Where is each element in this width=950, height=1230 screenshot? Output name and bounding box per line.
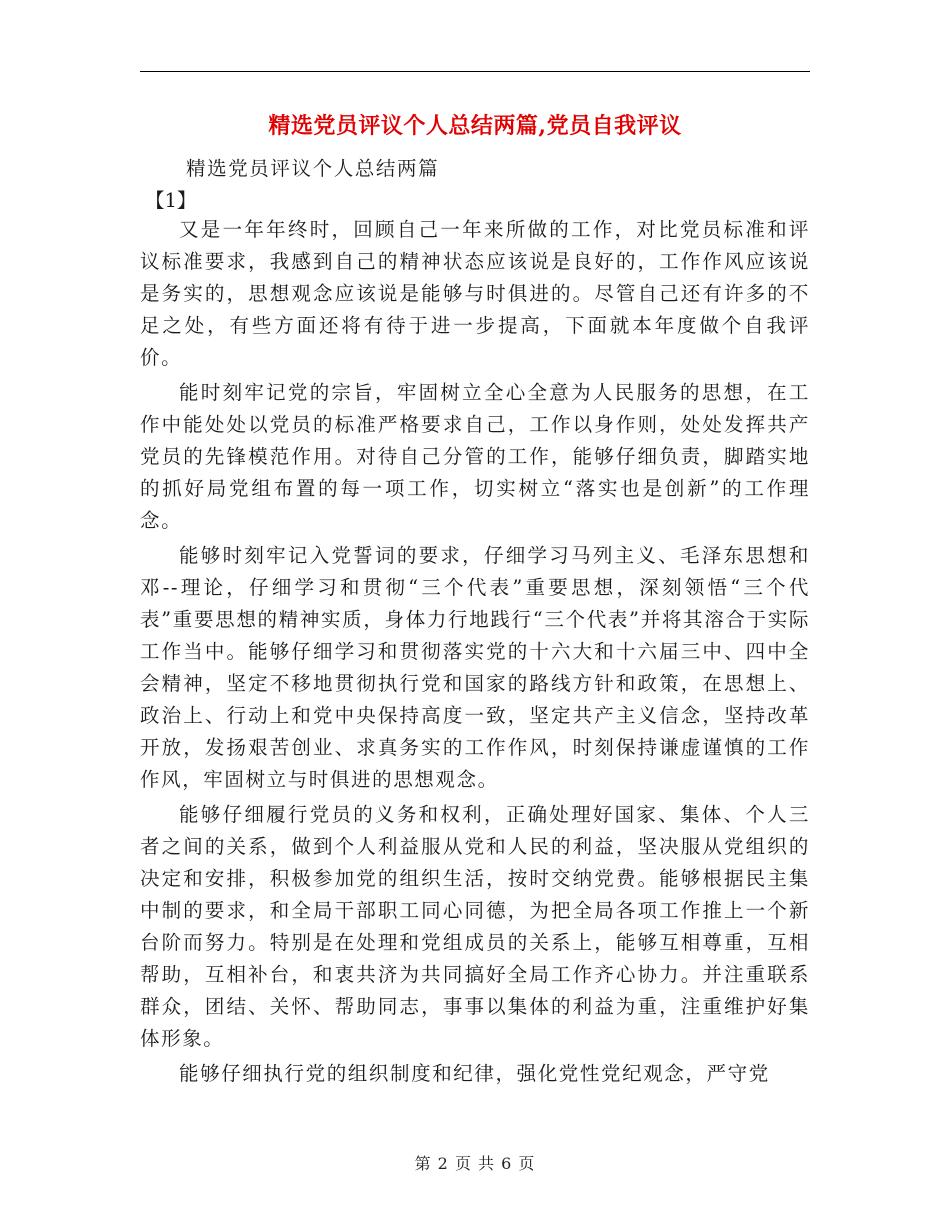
paragraph-5: 能够仔细执行党的组织制度和纪律，强化党性党纪观念，严守党: [179, 1062, 770, 1085]
header-rule: [140, 71, 810, 72]
paragraph-3: 能够时刻牢记入党誓词的要求，仔细学习马列主义、毛泽东思想和邓--理论，仔细学习和贯彻“三个代表”重要思想，深刻领悟“三个代表”重要思想的精神实质，身体力行地践行“三个代表”并将其溶合于实际工作当中。能够仔细学习和贯彻落实党的十六大和十六届三中、四中全会精神，坚定不移地贯彻执行党和国家的路线方针和政策，在思想上、政治上、行动上和党中央保持高度一致，坚定共产主义信念，坚持改革开放，发扬艰苦创业、求真务实的工作作风，时刻保持谦虚谨慎的工作作风，牢固树立与时俱进的思想观念。: [140, 544, 810, 791]
paragraph-1: 又是一年年终时，回顾自己一年来所做的工作，对比党员标准和评议标准要求，我感到自己的精神状态应该说是良好的，工作作风应该说是务实的，思想观念应该说是能够与时俱进的。尽管自己还有许多的不足之处，有些方面还将有待于进一步提高，下面就本年度做个自我评价。: [140, 218, 810, 369]
paragraph-4: 能够仔细履行党员的义务和权利，正确处理好国家、集体、个人三者之间的关系，做到个人利益服从党和人民的利益，坚决服从党组织的决定和安排，积极参加党的组织生活，按时交纳党费。能够根据民主集中制的要求，和全局干部职工同心同德，为把全局各项工作推上一个新台阶而努力。特别是在处理和党组成员的关系上，能够互相尊重，互相帮助，互相补台，和衷共济为共同搞好全局工作齐心协力。并注重联系群众，团结、关怀、帮助同志，事事以集体的利益为重，注重维护好集体形象。: [140, 803, 810, 1050]
paragraph-2: 能时刻牢记党的宗旨，牢固树立全心全意为人民服务的思想，在工作中能处处以党员的标准严格要求自己，工作以身作则，处处发挥共产党员的先锋模范作用。对待自己分管的工作，能够仔细负责，脚踏实地的抓好局党组布置的每一项工作，切实树立“落实也是创新”的工作理念。: [140, 381, 810, 532]
page-footer: 第 2 页 共 6 页: [414, 1154, 536, 1173]
document-title: 精选党员评议个人总结两篇,党员自我评议: [268, 113, 682, 139]
section-marker: 【1】: [145, 189, 197, 212]
document-subtitle: 精选党员评议个人总结两篇: [186, 157, 440, 180]
body-text: [140, 214, 810, 1093]
